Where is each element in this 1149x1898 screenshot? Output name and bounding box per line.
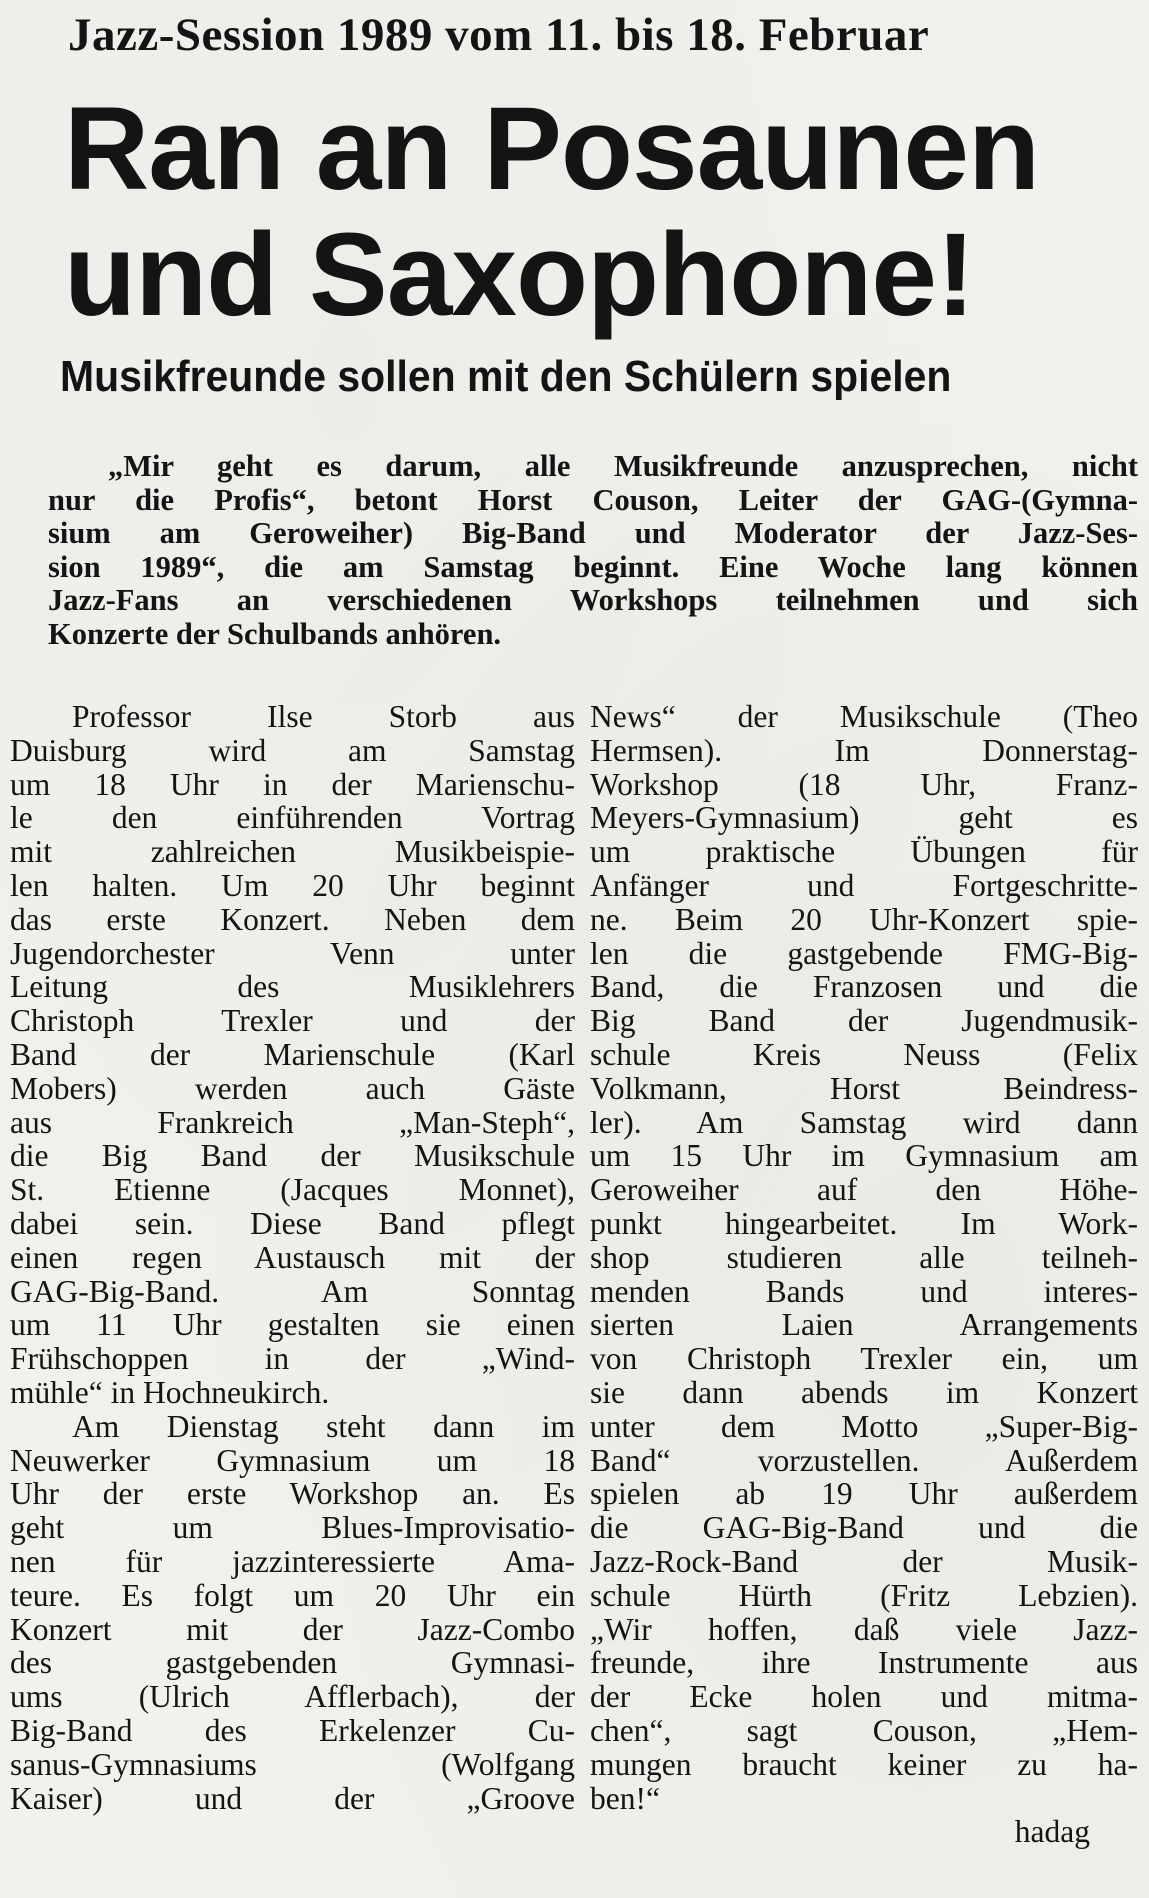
body-line: Band“ vorzustellen. Außerdem <box>590 1442 1138 1478</box>
body-line: Meyers-Gymnasium) geht es <box>590 800 1138 836</box>
body-line: die GAG-Big-Band und die <box>590 1510 1138 1546</box>
body-line: Hermsen). Im Donnerstag- <box>590 732 1138 768</box>
body-line: len die gastgebende FMG-Big- <box>590 935 1138 971</box>
body-line: geht um Blues-Improvisatio- <box>10 1510 575 1546</box>
subheadline: Musikfreunde sollen mit den Schülern spielen <box>60 352 952 401</box>
lead-line: Konzerte der Schulbands anhören. <box>48 616 502 651</box>
body-line: sierten Laien Arrangements <box>590 1307 1138 1343</box>
lead-paragraph <box>48 450 1138 652</box>
body-line: chen“, sagt Couson, „Hem- <box>590 1712 1138 1748</box>
headline-line: Ran an Posaunen <box>64 83 1040 215</box>
body-line: des gastgebenden Gymnasi- <box>10 1645 575 1681</box>
body-line: mit zahlreichen Musikbeispie- <box>10 834 575 870</box>
body-line: schule Hürth (Fritz Lebzien). <box>590 1577 1138 1613</box>
body-line: Mobers) werden auch Gäste <box>10 1070 575 1106</box>
body-line: menden Bands und interes- <box>590 1273 1138 1309</box>
body-line: Christoph Trexler und der <box>10 1003 575 1039</box>
body-line: freunde, ihre Instrumente aus <box>590 1645 1138 1681</box>
body-line: teure. Es folgt um 20 Uhr ein <box>10 1577 575 1613</box>
body-line: le den einführenden Vortrag <box>10 800 575 836</box>
body-line: die Big Band der Musikschule <box>10 1138 575 1174</box>
body-line: Jugendorchester Venn unter <box>10 935 575 971</box>
body-line: len halten. Um 20 Uhr beginnt <box>10 867 575 903</box>
body-line: Big Band der Jugendmusik- <box>590 1003 1138 1039</box>
body-line: sie dann abends im Konzert <box>590 1374 1138 1410</box>
headline <box>64 83 1124 341</box>
body-line: um 15 Uhr im Gymnasium am <box>590 1138 1138 1174</box>
kicker-line: Jazz-Session 1989 vom 11. bis 18. Februar <box>68 9 930 61</box>
body-line: sanus-Gymnasiums (Wolfgang <box>10 1746 575 1782</box>
body-line: Band der Marienschule (Karl <box>10 1036 575 1072</box>
body-line: dabei sein. Diese Band pflegt <box>10 1205 575 1241</box>
body-line: Neuwerker Gymnasium um 18 <box>10 1442 575 1478</box>
body-line: aus Frankreich „Man-Steph“, <box>10 1104 575 1140</box>
body-line: spielen ab 19 Uhr außerdem <box>590 1476 1138 1512</box>
author-signature: hadag <box>1014 1814 1090 1850</box>
body-line: Duisburg wird am Samstag <box>10 732 575 768</box>
body-line: St. Etienne (Jacques Monnet), <box>10 1172 575 1208</box>
body-line: ums (Ulrich Afflerbach), der <box>10 1679 575 1715</box>
body-line: nen für jazzinteressierte Ama- <box>10 1543 575 1579</box>
body-line: um praktische Übungen für <box>590 834 1138 870</box>
body-line: ler). Am Samstag wird dann <box>590 1104 1138 1140</box>
body-line: „Wir hoffen, daß viele Jazz- <box>590 1611 1138 1647</box>
body-line: unter dem Motto „Super-Big- <box>590 1408 1138 1444</box>
body-line: Kaiser) und der „Groove <box>10 1780 575 1816</box>
body-line: punkt hingearbeitet. Im Work- <box>590 1205 1138 1241</box>
body-line: einen regen Austausch mit der <box>10 1239 575 1275</box>
body-line: der Ecke holen und mitma- <box>590 1679 1138 1715</box>
body-line: Jazz-Rock-Band der Musik- <box>590 1543 1138 1579</box>
lead-line: sion 1989“, die am Samstag beginnt. Eine Woche lang können <box>48 549 1138 584</box>
body-line: Anfänger und Fortgeschritte- <box>590 867 1138 903</box>
body-line: mühle“ in Hochneukirch. <box>10 1374 330 1410</box>
body-line: shop studieren alle teilneh- <box>590 1239 1138 1275</box>
body-line: ben!“ <box>590 1780 660 1816</box>
body-line: Leitung des Musiklehrers <box>10 969 575 1005</box>
lead-line: „Mir geht es darum, alle Musikfreunde anzusprechen, nicht <box>108 449 1138 483</box>
body-line: GAG-Big-Band. Am Sonntag <box>10 1273 575 1309</box>
body-line: Band, die Franzosen und die <box>590 969 1138 1005</box>
body-line: Am Dienstag steht dann im <box>72 1408 575 1444</box>
body-line: ne. Beim 20 Uhr-Konzert spie- <box>590 901 1138 937</box>
body-line: Workshop (18 Uhr, Franz- <box>590 766 1138 802</box>
body-column-left <box>10 700 575 1815</box>
body-column-right <box>590 700 1138 1849</box>
headline-line: und Saxophone! <box>64 209 975 341</box>
body-line: Big-Band des Erkelenzer Cu- <box>10 1712 575 1748</box>
body-line: um 11 Uhr gestalten sie einen <box>10 1307 575 1343</box>
body-line: das erste Konzert. Neben dem <box>10 901 575 937</box>
lead-line: sium am Geroweiher) Big-Band und Moderator der Jazz-Ses- <box>48 516 1138 551</box>
body-line: mungen braucht keiner zu ha- <box>590 1746 1138 1782</box>
body-line: Geroweiher auf den Höhe- <box>590 1172 1138 1208</box>
body-line: Konzert mit der Jazz-Combo <box>10 1611 575 1647</box>
body-line: News“ der Musikschule (Theo <box>590 699 1138 734</box>
body-line: um 18 Uhr in der Marienschu- <box>10 766 575 802</box>
body-line: Professor Ilse Storb aus <box>72 699 575 734</box>
body-line: schule Kreis Neuss (Felix <box>590 1036 1138 1072</box>
body-line: Uhr der erste Workshop an. Es <box>10 1476 575 1512</box>
body-line: Frühschoppen in der „Wind- <box>10 1341 575 1377</box>
lead-line: Jazz-Fans an verschiedenen Workshops teilnehmen und sich <box>48 583 1138 618</box>
body-line: von Christoph Trexler ein, um <box>590 1341 1138 1377</box>
lead-line: nur die Profis“, betont Horst Couson, Leiter der GAG-(Gymna- <box>48 482 1138 517</box>
body-line: Volkmann, Horst Beindress- <box>590 1070 1138 1106</box>
